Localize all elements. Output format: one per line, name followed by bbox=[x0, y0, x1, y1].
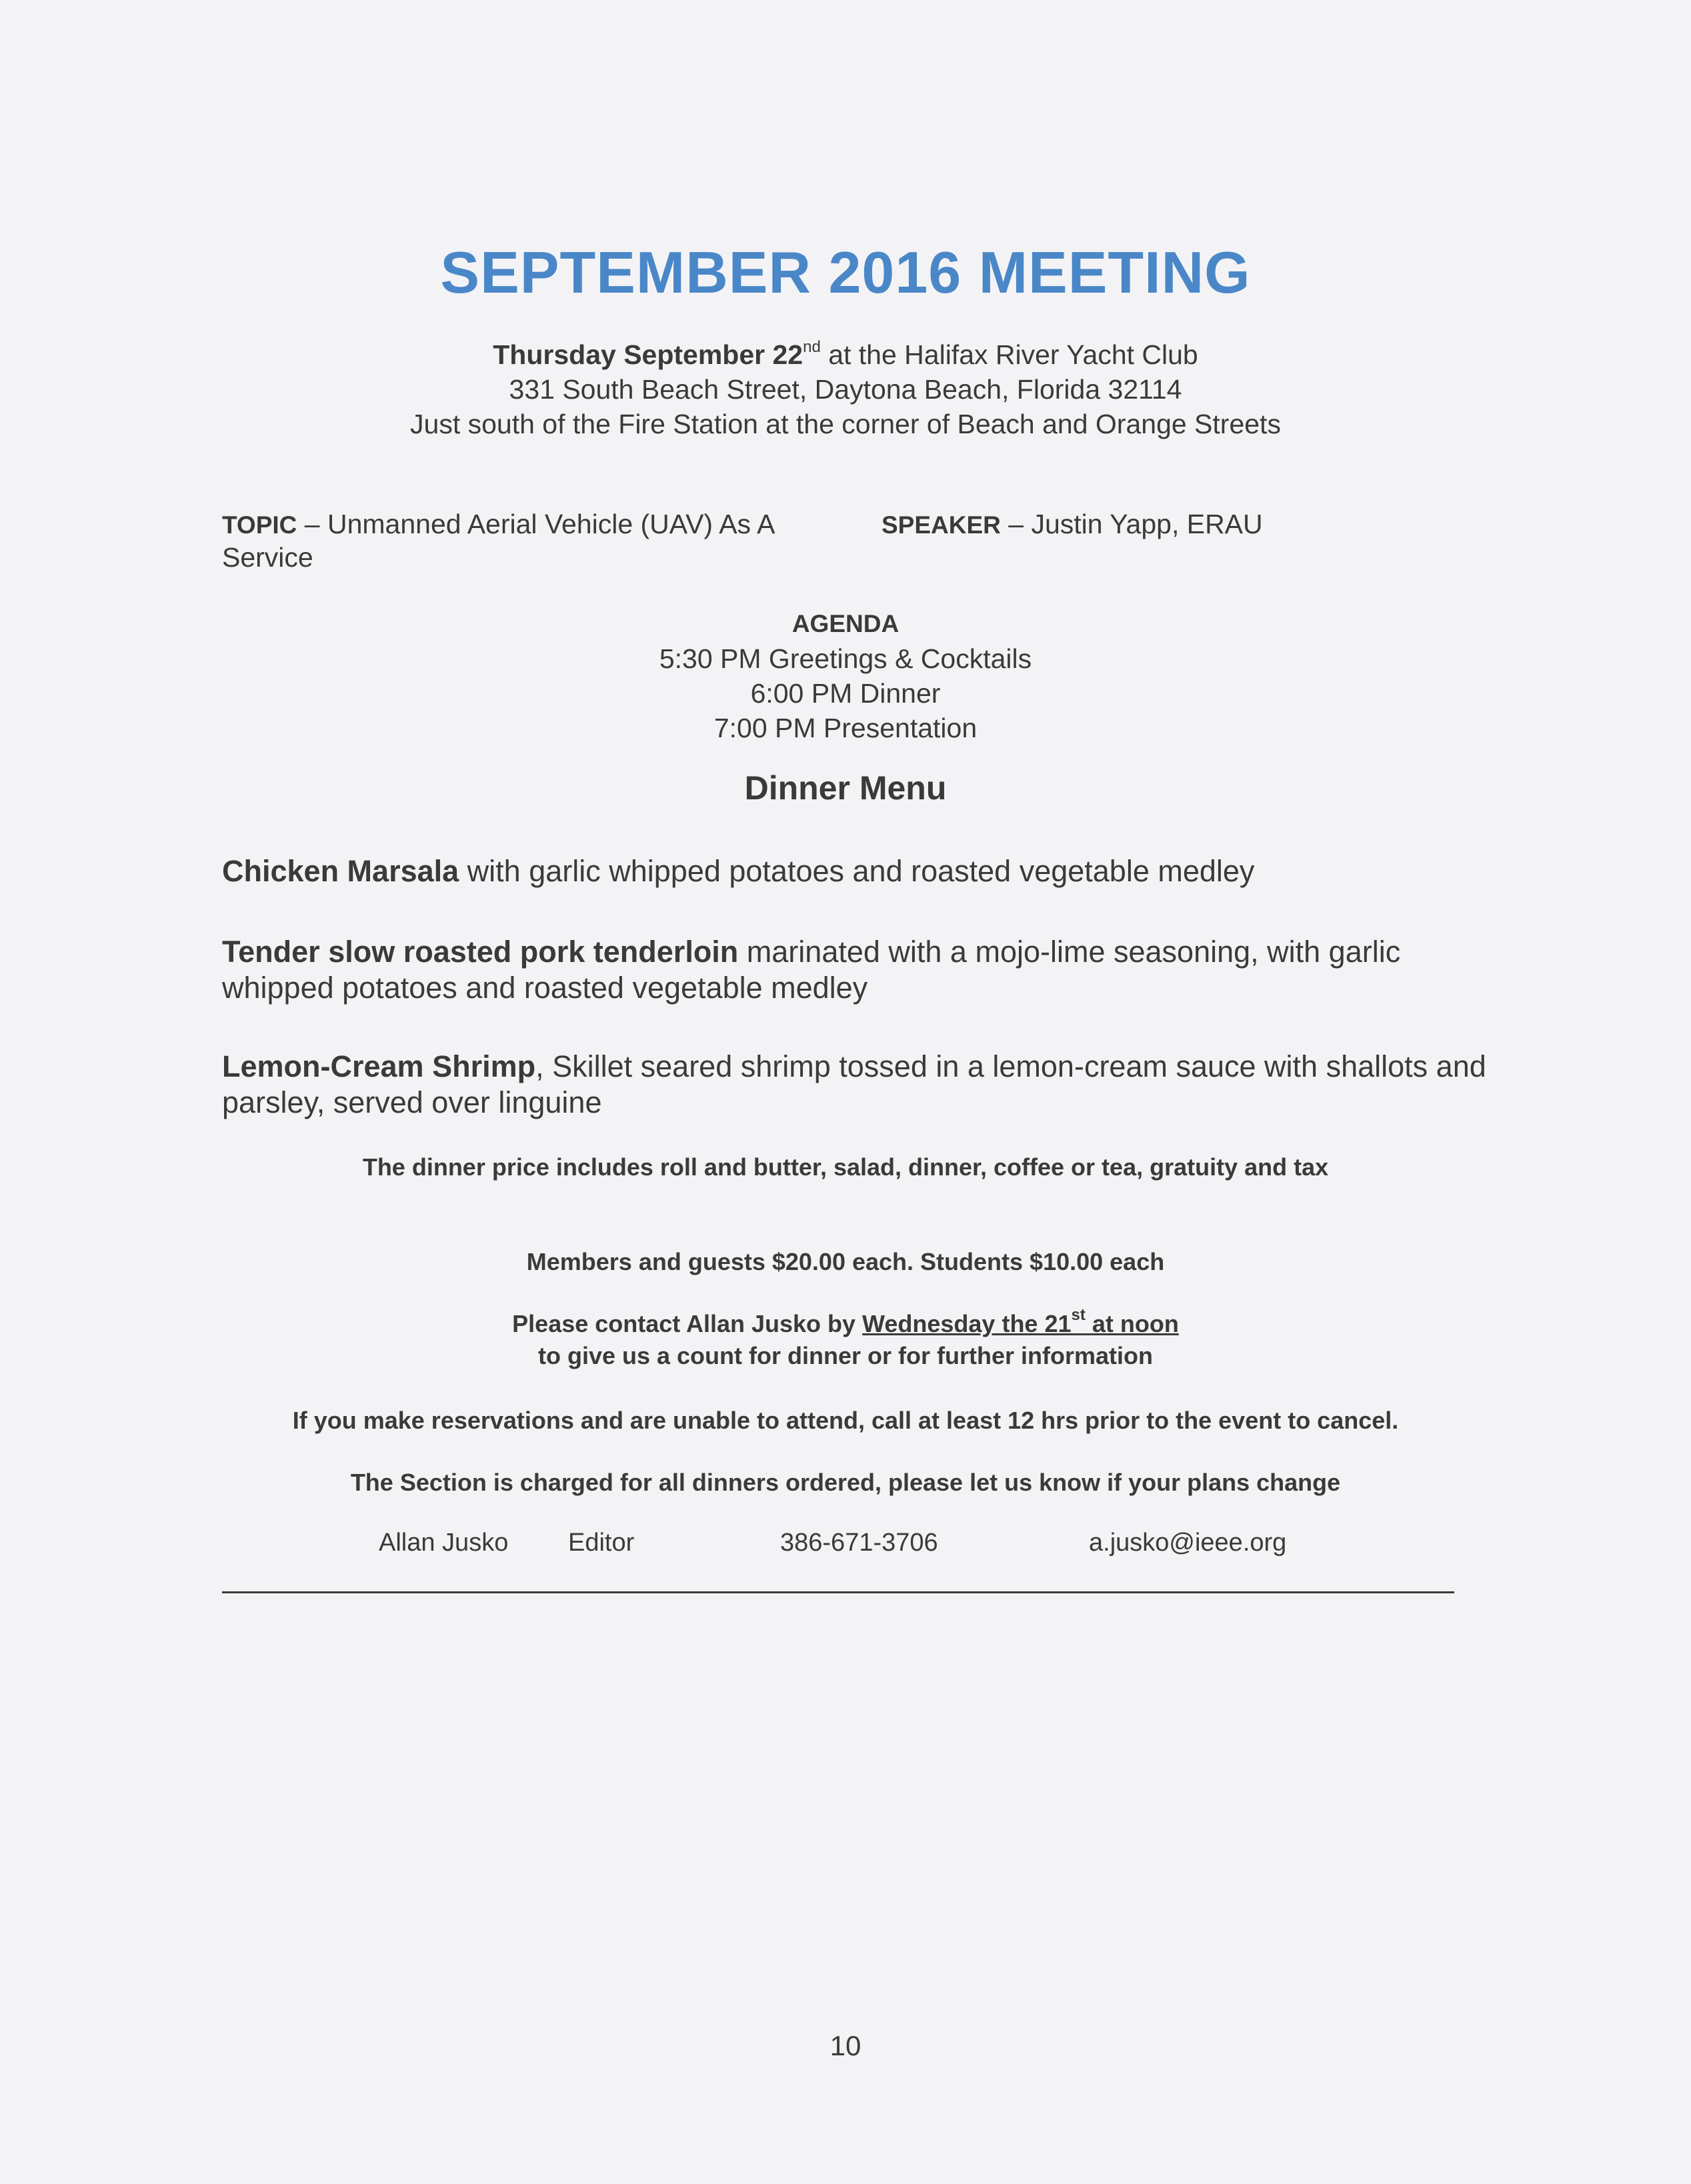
menu-item bbox=[222, 934, 1489, 1006]
menu-heading: Dinner Menu bbox=[744, 769, 947, 807]
footer-role: Editor bbox=[568, 1529, 635, 1557]
dish-name: Tender slow roasted pork tenderloin bbox=[222, 935, 739, 969]
speaker-label: SPEAKER bbox=[882, 511, 1001, 539]
dish-name: Chicken Marsala bbox=[222, 854, 459, 888]
venue-address: 331 South Beach Street, Daytona Beach, Florida 32114 bbox=[509, 374, 1182, 405]
meeting-date: Thursday September 22 bbox=[493, 339, 803, 370]
contact-deadline-suffix: st bbox=[1071, 1306, 1086, 1324]
agenda-item: 6:00 PM Dinner bbox=[750, 678, 941, 709]
contact-prefix: Please contact Allan Jusko by bbox=[512, 1310, 863, 1337]
agenda-block bbox=[0, 607, 1691, 745]
meeting-date-suffix: nd bbox=[803, 338, 821, 356]
contact-line-2: to give us a count for dinner or for further information bbox=[537, 1342, 1153, 1369]
page-number: 10 bbox=[829, 2030, 862, 2061]
footer-phone: 386-671-3706 bbox=[780, 1529, 938, 1557]
speaker-block bbox=[882, 508, 1263, 541]
footer-name: Allan Jusko bbox=[379, 1529, 509, 1557]
contact-line-1 bbox=[0, 1308, 1691, 1340]
footer-email: a.jusko@ieee.org bbox=[1089, 1529, 1287, 1557]
menu-item bbox=[222, 853, 1489, 889]
dish-description: , Skillet seared shrimp tossed in a lemon-cream sauce with shallots and parsley, served over linguine bbox=[222, 1049, 1486, 1119]
agenda-item: 5:30 PM Greetings & Cocktails bbox=[659, 643, 1032, 674]
price-includes-note: The dinner price includes roll and butter, salad, dinner, coffee or tea, gratuity and tax bbox=[362, 1153, 1329, 1181]
topic-label: TOPIC bbox=[222, 511, 297, 539]
topic-text: – Unmanned Aerial Vehicle (UAV) As A Service bbox=[222, 509, 774, 573]
dish-description: marinated with a mojo-lime seasoning, with garlic whipped potatoes and roasted vegetable medley bbox=[222, 935, 1401, 1005]
menu-item bbox=[222, 1049, 1489, 1121]
venue-directions: Just south of the Fire Station at the corner of Beach and Orange Streets bbox=[410, 409, 1281, 439]
venue-date-line bbox=[0, 337, 1691, 372]
dish-description: with garlic whipped potatoes and roasted vegetable medley bbox=[459, 854, 1255, 888]
speaker-text: – Justin Yapp, ERAU bbox=[1000, 509, 1263, 539]
dish-name: Lemon-Cream Shrimp bbox=[222, 1049, 536, 1083]
contact-deadline-time: at noon bbox=[1085, 1310, 1179, 1337]
contact-deadline bbox=[862, 1306, 1179, 1337]
topic-block bbox=[222, 508, 822, 574]
venue-name: at the Halifax River Yacht Club bbox=[820, 339, 1198, 370]
footer-divider bbox=[222, 1591, 1454, 1593]
cancel-note: If you make reservations and are unable to attend, call at least 12 hrs prior to the event to cancel. bbox=[292, 1407, 1399, 1434]
contact-note bbox=[0, 1308, 1691, 1372]
prices-note: Members and guests $20.00 each. Students $10.00 each bbox=[526, 1248, 1165, 1275]
agenda-heading: AGENDA bbox=[791, 610, 900, 637]
contact-deadline-day: Wednesday the 21 bbox=[862, 1310, 1072, 1337]
venue-block bbox=[0, 337, 1691, 441]
agenda-item: 7:00 PM Presentation bbox=[713, 713, 978, 743]
page-title: SEPTEMBER 2016 MEETING bbox=[440, 239, 1251, 305]
charged-note: The Section is charged for all dinners ordered, please let us know if your plans change bbox=[350, 1469, 1341, 1496]
